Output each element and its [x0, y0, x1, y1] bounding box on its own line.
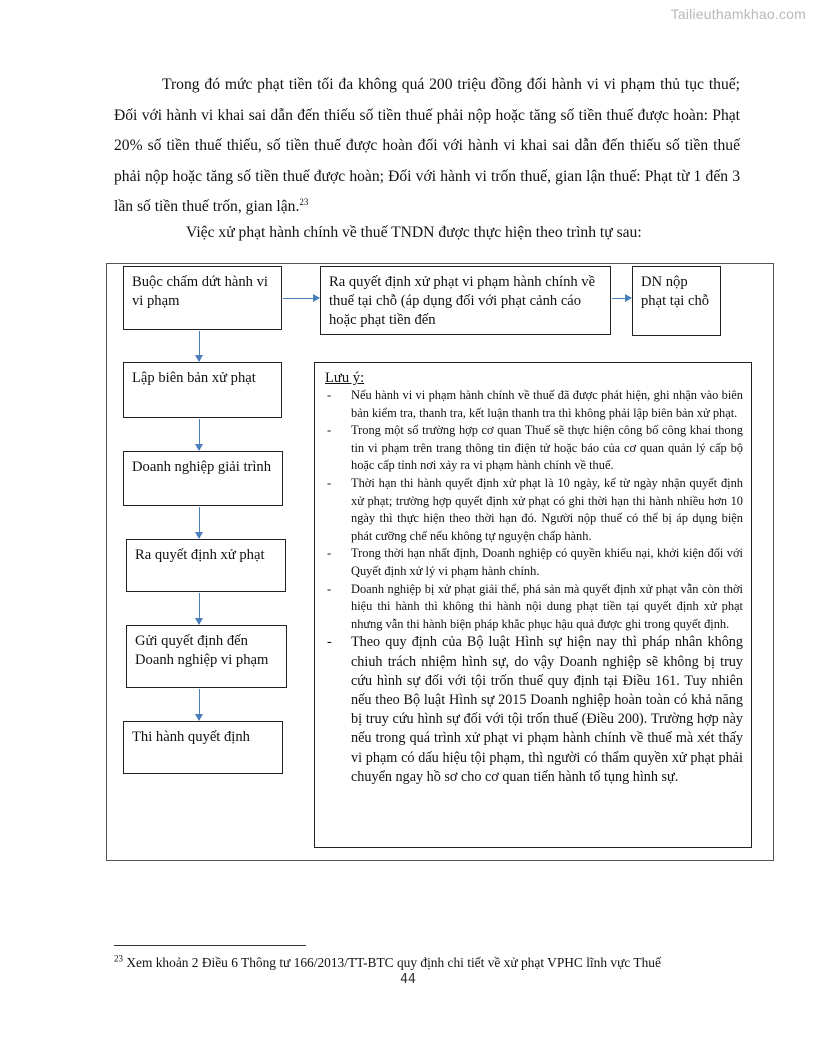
- flow-step-label: Buộc chấm dứt hành vi vi phạm: [132, 274, 268, 309]
- flow-step-label: Doanh nghiệp giải trình: [132, 459, 272, 475]
- flow-step-onsite-decision: [320, 266, 611, 335]
- arrow-down-4: [199, 593, 200, 624]
- flow-step-label: Ra quyết định xử phạt vi phạm hành chính về thuế tại chỗ (áp dụng đối với phạt cảnh cáo hoặc phạt tiền đến: [329, 274, 596, 328]
- page-number: 44: [400, 972, 416, 987]
- arrow-down-2: [199, 419, 200, 450]
- arrow-right-2: [612, 298, 631, 299]
- note-list-big: [325, 633, 743, 787]
- flow-step-decision: [126, 539, 286, 592]
- note-item: - Thời hạn thi hành quyết định xử phạt là 10 ngày, kể từ ngày nhận quyết định xử phạt; trường hợp quyết định xử phạt có ghi thời hạn thi hành nhiều hơn 10 ngày thì thực hiện theo thời hạn đó. Người nộp thuế có thể bị áp dụng biện phát cưỡng chế nếu không tự nguyện chấp hành.: [325, 475, 743, 545]
- arrow-down-3: [199, 507, 200, 538]
- arrow-right-1: [283, 298, 319, 299]
- flow-step-pay-onsite: [632, 266, 721, 336]
- body-paragraph: [114, 70, 740, 223]
- flow-step-label: DN nộp phạt tại chỗ: [641, 274, 710, 309]
- flow-step-label: Lập biên bản xử phạt: [132, 370, 256, 386]
- note-box: [314, 362, 752, 848]
- flow-step-label: Gửi quyết định đến Doanh nghiệp vi phạm: [135, 633, 269, 668]
- watermark: Tailieuthamkhao.com: [670, 6, 806, 22]
- paragraph-text: Trong đó mức phạt tiền tối đa không quá 200 triệu đồng đối hành vi vi phạm thủ tục thuế; Đối với hành vi khai sai dẫn đến thiếu số tiền thuế phải nộp hoặc tăng số tiền thuế được hoàn: Phạt 20% số tiền thuế thiếu, số tiền thuế được hoàn đối với hành vi khai sai dẫn đến thiếu số tiền thuế phải nộp hoặc tăng số tiền thuế được hoàn; Đối với hành vi trốn thuế, gian lận thuế: Phạt từ 1 đến 3 lần số tiền thuế trốn, gian lận.: [114, 76, 740, 215]
- note-item: - Trong một số trường hợp cơ quan Thuế sẽ thực hiện công bố công khai thong tin vi phạm trên trang thông tin điện tử hoặc báo của cơ quan quản lý cấp bộ hoặc cấp tỉnh nơi xảy ra vi phạm hành chính về thuế.: [325, 422, 743, 475]
- flow-step-label: Ra quyết định xử phạt: [135, 547, 265, 563]
- note-item: - Doanh nghiệp bị xử phạt giải thể, phá sản mà quyết định xử phạt vẫn còn thời hiệu thi hành thì không thi hành nội dung phạt tiền tại quyết định xử phạt nhưng vẫn thi hành biện pháp khắc phục hậu quả được ghi trong quyết định.: [325, 581, 743, 634]
- flow-step-explain: [123, 451, 283, 506]
- flow-step-record: [123, 362, 282, 418]
- note-item: - Trong thời hạn nhất định, Doanh nghiệp có quyền khiếu nại, khởi kiện đối với Quyết định xử lý vi phạm hành chính.: [325, 545, 743, 580]
- flow-step-label: Thi hành quyết định: [132, 729, 250, 745]
- note-item: - Theo quy định của Bộ luật Hình sự hiện nay thì pháp nhân không chiuh trách nhiệm hình sự, do vậy Doanh nghiệp sẽ không bị truy cứu hình sự đối với tội trốn thuế quy định tại Điều 161. Tuy nhiên nếu theo Bộ luật Hình sự 2015 Doanh nghiệp hoàn toàn có khả năng bị truy cứu hình sự đối với tội trốn thuế (Điều 200). Trường hợp này nếu trong quá trình xử phạt vi phạm hành chính về thuế mà xét thấy vi phạm có dấu hiệu tội phạm, thì người có thẩm quyền xử phạt phải chuyển ngay hồ sơ cho cơ quan tiến hành tố tụng hình sự.: [325, 633, 743, 787]
- footnote: [114, 955, 661, 971]
- intro-line: Việc xử phạt hành chính về thuế TNDN được thực hiện theo trình tự sau:: [186, 224, 642, 241]
- footnote-divider: [114, 945, 306, 946]
- arrow-down-1: [199, 331, 200, 361]
- note-list-small: [325, 387, 743, 633]
- note-title: Lưu ý:: [325, 370, 365, 386]
- footnote-number: 23: [114, 953, 123, 964]
- flow-step-send-decision: [126, 625, 287, 688]
- note-item: - Nếu hành vi vi phạm hành chính về thuế đã được phát hiện, ghi nhận vào biên bản kiểm tra, thanh tra, kết luận thanh tra thì không phải lập biên bản xử phạt.: [325, 387, 743, 422]
- flow-step-stop-violation: [123, 266, 282, 330]
- arrow-down-5: [199, 689, 200, 720]
- footnote-ref: 23: [299, 196, 309, 207]
- footnote-text: Xem khoản 2 Điều 6 Thông tư 166/2013/TT-BTC quy định chi tiết về xử phạt VPHC lĩnh vực Thuế: [126, 955, 661, 970]
- flow-step-execute: [123, 721, 283, 774]
